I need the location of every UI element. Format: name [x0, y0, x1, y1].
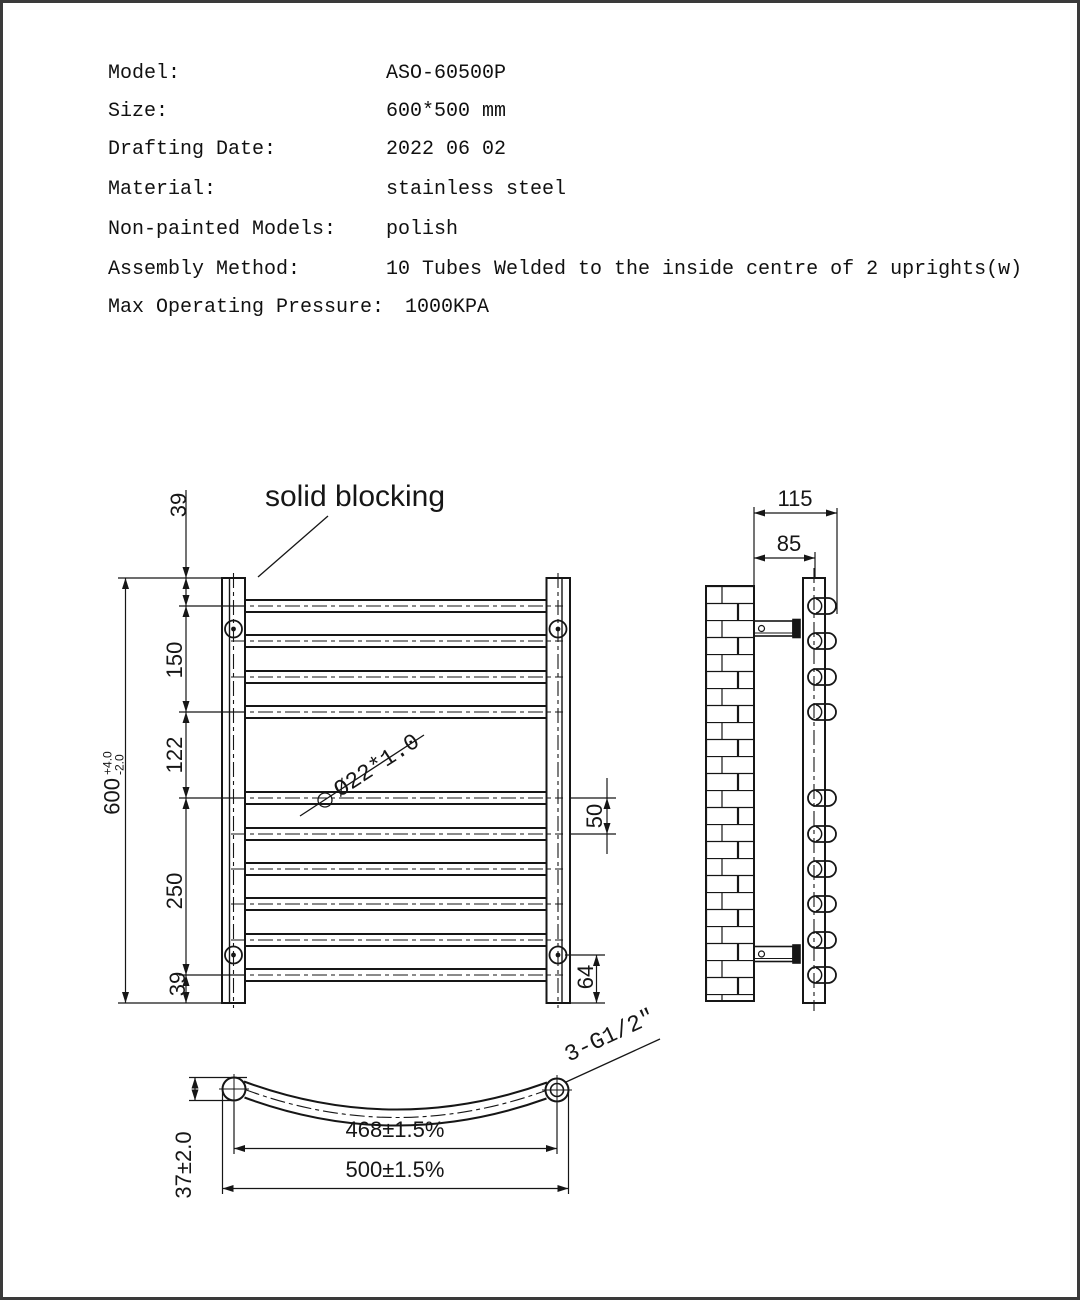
tubes	[231, 600, 563, 981]
spec-value-finish: polish	[386, 218, 459, 241]
spec-label-finish: Non-painted Models:	[108, 218, 337, 241]
spec-value-date: 2022 06 02	[386, 138, 507, 161]
dim-overall-height	[100, 751, 127, 814]
dim-468: 468±1.5%	[345, 1117, 445, 1142]
dim-600-value: 600	[99, 777, 125, 815]
dim-600-tolerance	[101, 751, 126, 775]
dim-39-top: 39	[166, 492, 191, 518]
spec-value-model: ASO-60500P	[386, 62, 507, 85]
upper-bracket	[754, 620, 800, 638]
right-upright-section	[542, 1075, 572, 1105]
front-view	[118, 490, 616, 1008]
dim-150: 150	[162, 641, 187, 679]
lower-bracket	[754, 945, 800, 963]
spec-value-material: stainless steel	[386, 178, 567, 201]
spec-label-size: Size:	[108, 100, 169, 123]
dim-250: 250	[162, 872, 187, 910]
spec-label-pressure: Max Operating Pressure:	[108, 296, 385, 319]
side-view	[706, 507, 837, 1011]
solid-blocking-callout: solid blocking	[264, 480, 446, 513]
spec-label-assembly: Assembly Method:	[108, 258, 301, 281]
side-tubes	[808, 598, 836, 983]
dim-39-bottom: 39	[165, 971, 190, 997]
dim-115: 115	[777, 486, 813, 511]
solid-blocking-leader	[258, 516, 328, 577]
spec-label-material: Material:	[108, 178, 217, 201]
dim-500: 500±1.5%	[345, 1157, 445, 1182]
tol-minus: -2.0	[112, 754, 127, 775]
left-upright-section	[219, 1074, 249, 1104]
spec-value-pressure: 1000KPA	[405, 296, 490, 319]
dim-85: 85	[776, 531, 802, 556]
spec-value-size: 600*500 mm	[386, 100, 507, 123]
spec-label-date: Drafting Date:	[108, 138, 277, 161]
arrowheads-left	[122, 567, 190, 1003]
dim-64: 64	[573, 964, 598, 990]
wall	[706, 586, 754, 1001]
spec-value-assembly: 10 Tubes Welded to the inside centre of 2 uprights(w)	[386, 258, 1023, 281]
dim-122: 122	[162, 736, 187, 774]
tube-spec-callout: Ø22*1.0	[329, 728, 425, 804]
dim-50: 50	[582, 803, 607, 829]
tol-plus: +4.0	[100, 751, 115, 775]
spec-label-model: Model:	[108, 62, 181, 85]
dim-37: 37±2.0	[171, 1131, 196, 1199]
thread-callout: 3-G1/2"	[560, 1003, 660, 1069]
